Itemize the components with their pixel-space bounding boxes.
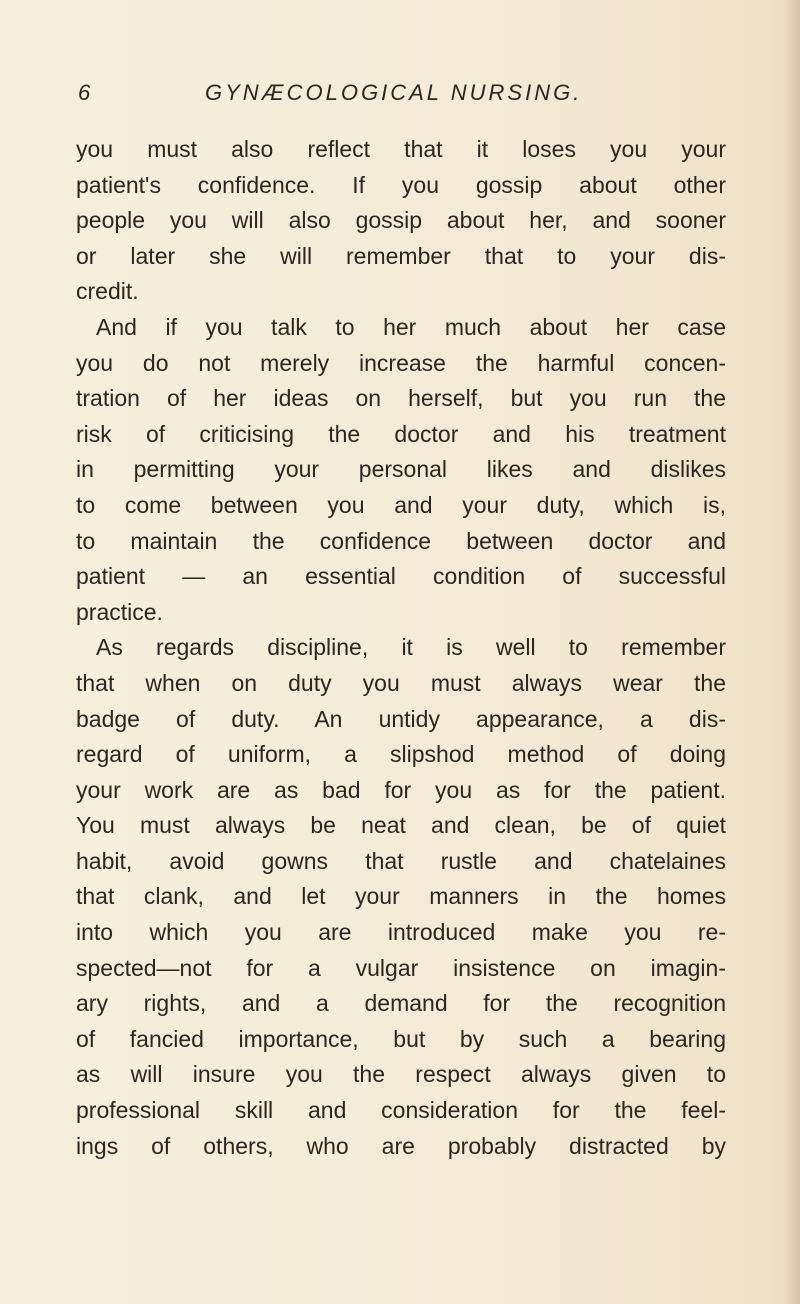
page-header	[70, 80, 730, 114]
text-line: of fancied importance, but by such a bearing	[76, 1025, 726, 1052]
page-edge-shadow	[786, 0, 800, 1304]
text-line: And if you talk to her much about her case	[96, 313, 726, 340]
text-line: professional skill and consideration for the feel-	[76, 1097, 726, 1124]
text-line: spected—not for a vulgar insistence on imagin-	[76, 954, 726, 981]
text-line: tration of her ideas on herself, but you run the	[76, 385, 726, 412]
text-line: that clank, and let your manners in the homes	[76, 883, 726, 910]
text-line: practice.	[76, 598, 163, 625]
text-line: habit, avoid gowns that rustle and chatelaines	[76, 847, 726, 874]
text-line: to come between you and your duty, which is,	[76, 491, 726, 518]
text-line: your work are as bad for you as for the patient.	[76, 776, 726, 803]
text-line: you must also reflect that it loses you your	[76, 136, 726, 162]
text-line: regard of uniform, a slipshod method of doing	[76, 741, 726, 768]
text-line: patient — an essential condition of successful	[76, 563, 726, 590]
text-line: as will insure you the respect always given to	[76, 1061, 726, 1088]
text-line: As regards discipline, it is well to remember	[96, 634, 726, 661]
page-number: 6	[78, 80, 92, 105]
text-line: patient's confidence. If you gossip about other	[76, 171, 726, 198]
text-line: ings of others, who are probably distracted by	[76, 1132, 726, 1159]
body-text	[76, 132, 726, 1164]
text-line: in permitting your personal likes and dislikes	[76, 456, 726, 483]
text-line: into which you are introduced make you re-	[76, 919, 726, 946]
text-line: badge of duty. An untidy appearance, a dis-	[76, 705, 726, 732]
running-head: GYNÆCOLOGICAL NURSING.	[205, 80, 583, 105]
text-line: ary rights, and a demand for the recognition	[76, 990, 726, 1017]
text-line: people you will also gossip about her, and sooner	[76, 207, 726, 234]
text-line: risk of criticising the doctor and his treatment	[76, 420, 726, 447]
text-line: to maintain the confidence between doctor and	[76, 527, 726, 554]
text-line: or later she will remember that to your dis-	[76, 242, 726, 269]
text-line: that when on duty you must always wear the	[76, 669, 726, 696]
text-line: You must always be neat and clean, be of quiet	[76, 812, 726, 839]
text-line: you do not merely increase the harmful concen-	[76, 349, 726, 376]
text-line: credit.	[76, 278, 139, 305]
